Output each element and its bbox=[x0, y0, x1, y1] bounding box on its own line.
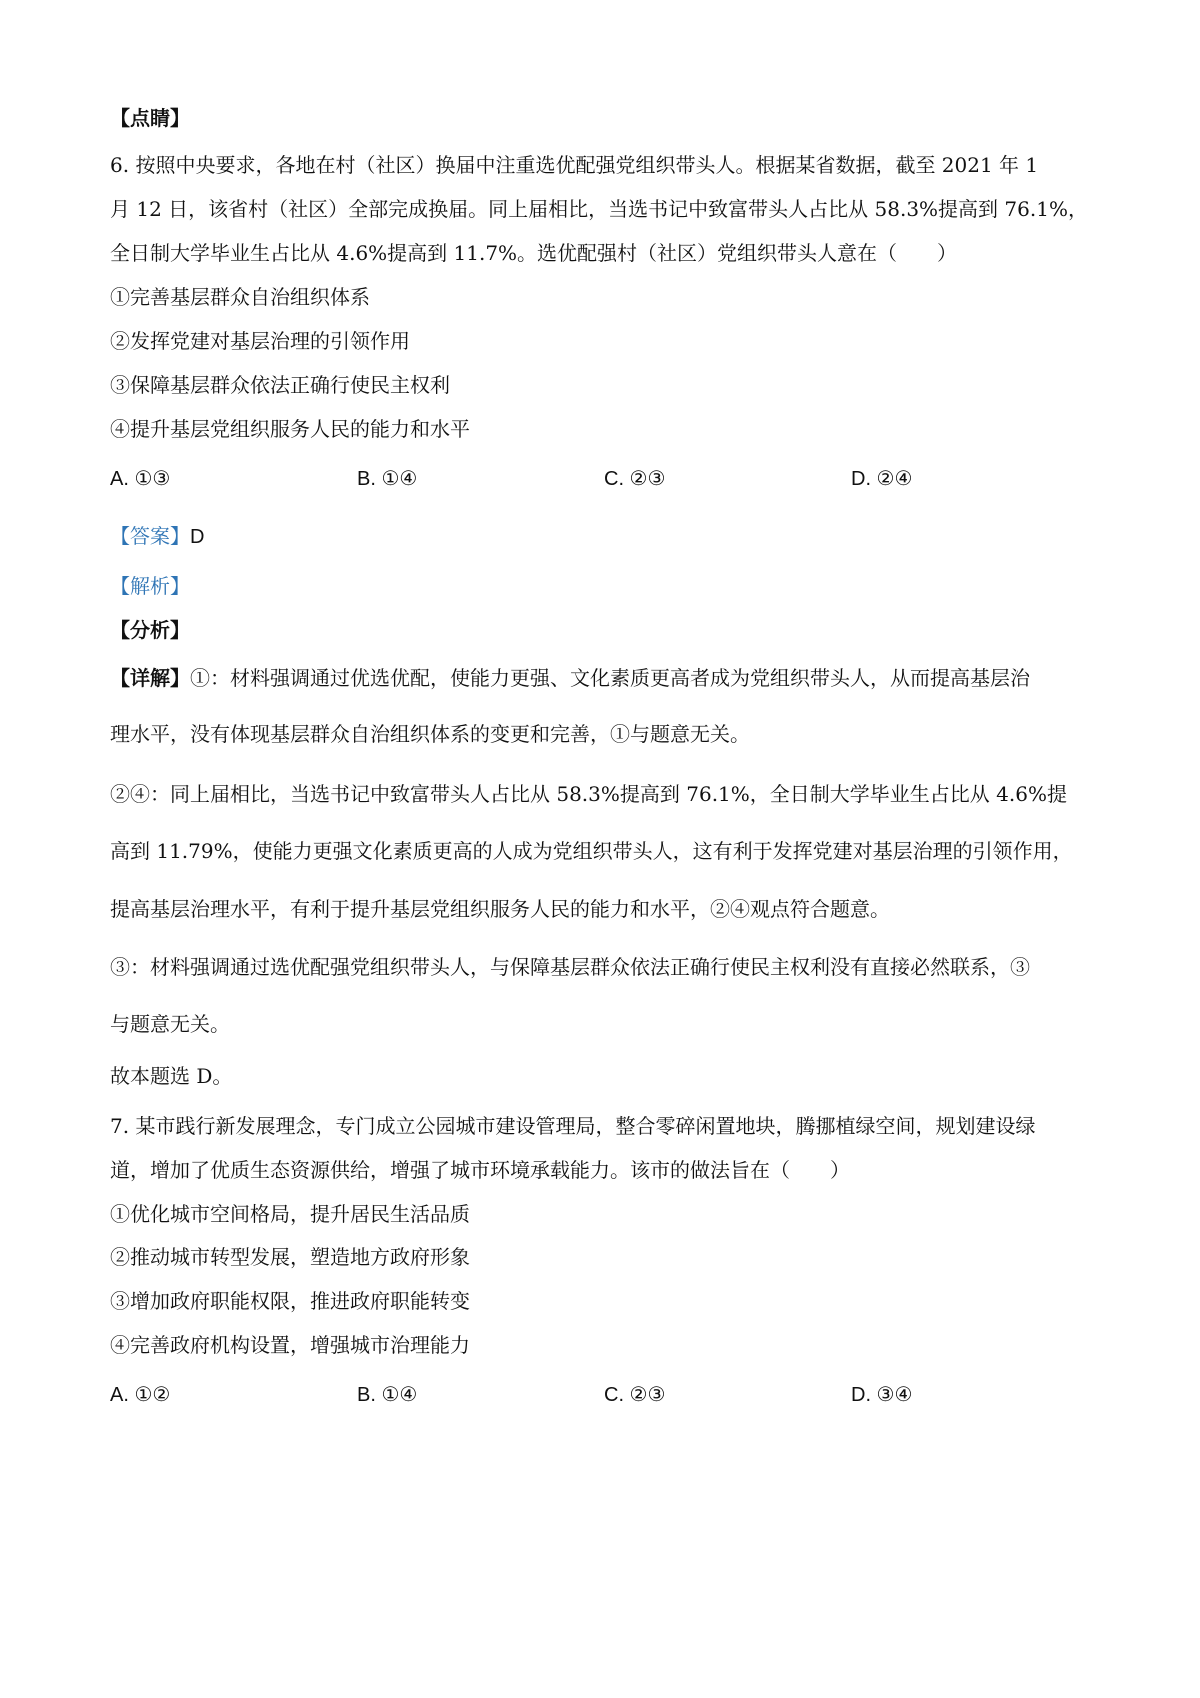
detail-line-6: ③：材料强调通过选优配强党组织带头人，与保障基层群众依法正确行使民主权利没有直接必然联系，③ bbox=[110, 955, 1030, 979]
q6-options bbox=[110, 465, 1110, 493]
q6-stem-line-1: 6. 按照中央要求，各地在村（社区）换届中注重选优配强党组织带头人。根据某省数据，截至 2021 年 1 bbox=[110, 153, 1039, 177]
fenxi-label: 【分析】 bbox=[110, 618, 190, 642]
detail-line-4: 高到 11.79%，使能力更强文化素质更高的人成为党组织带头人，这有利于发挥党建对基层治理的引领作用， bbox=[110, 839, 1073, 863]
q7-stem-line-1: 7. 某市践行新发展理念，专门成立公园城市建设管理局，整合零碎闲置地块，腾挪植绿空间，规划建设绿 bbox=[110, 1114, 1036, 1138]
q7-statement-3: ③增加政府职能权限，推进政府职能转变 bbox=[110, 1289, 470, 1313]
detail-label: 【详解】 bbox=[110, 666, 190, 690]
q7-statement-2: ②推动城市转型发展，塑造地方政府形象 bbox=[110, 1245, 470, 1269]
q6-statement-1: ①完善基层群众自治组织体系 bbox=[110, 285, 370, 309]
analysis-label: 【解析】 bbox=[110, 574, 190, 598]
q6-answer bbox=[110, 522, 204, 551]
dianjing-label: 【点睛】 bbox=[110, 106, 190, 130]
q6-statement-4: ④提升基层党组织服务人民的能力和水平 bbox=[110, 417, 470, 441]
q7-options bbox=[110, 1381, 1110, 1409]
detail-text-1: ①：材料强调通过优选优配，使能力更强、文化素质更高者成为党组织带头人，从而提高基层治 bbox=[190, 666, 1030, 690]
q6-statement-3: ③保障基层群众依法正确行使民主权利 bbox=[110, 373, 450, 397]
q7-statement-1: ①优化城市空间格局，提升居民生活品质 bbox=[110, 1202, 470, 1226]
answer-value: D bbox=[190, 526, 205, 548]
q6-statement-2: ②发挥党建对基层治理的引领作用 bbox=[110, 329, 410, 353]
q7-option-c: C. ②③ bbox=[604, 1384, 666, 1406]
q6-stem-line-3: 全日制大学毕业生占比从 4.6%提高到 11.7%。选优配强村（社区）党组织带头人意在（ ） bbox=[110, 241, 958, 265]
detail-line-2: 理水平，没有体现基层群众自治组织体系的变更和完善，①与题意无关。 bbox=[110, 722, 750, 746]
detail-line-7: 与题意无关。 bbox=[110, 1012, 230, 1036]
conclusion: 故本题选 D。 bbox=[110, 1064, 233, 1088]
q6-option-d: D. ②④ bbox=[851, 468, 913, 490]
detail-line-5: 提高基层治理水平，有利于提升基层党组织服务人民的能力和水平，②④观点符合题意。 bbox=[110, 897, 890, 921]
q7-option-b: B. ①④ bbox=[357, 1384, 418, 1406]
q6-option-c: C. ②③ bbox=[604, 468, 666, 490]
detail-line-3: ②④：同上届相比，当选书记中致富带头人占比从 58.3%提高到 76.1%，全日制大学毕业生占比从 4.6%提 bbox=[110, 782, 1067, 806]
q6-stem-line-2: 月 12 日，该省村（社区）全部完成换届。同上届相比，当选书记中致富带头人占比从 58.3%提高到 76.1%， bbox=[110, 197, 1088, 221]
q7-statement-4: ④完善政府机构设置，增强城市治理能力 bbox=[110, 1333, 470, 1357]
answer-label: 【答案】 bbox=[110, 524, 190, 548]
q7-option-a: A. ①② bbox=[110, 1384, 171, 1406]
q6-option-b: B. ①④ bbox=[357, 468, 418, 490]
detail-line-1 bbox=[110, 664, 1030, 692]
q6-option-a: A. ①③ bbox=[110, 468, 171, 490]
q7-option-d: D. ③④ bbox=[851, 1384, 913, 1406]
q7-stem-line-2: 道，增加了优质生态资源供给，增强了城市环境承载能力。该市的做法旨在（ ） bbox=[110, 1158, 850, 1182]
